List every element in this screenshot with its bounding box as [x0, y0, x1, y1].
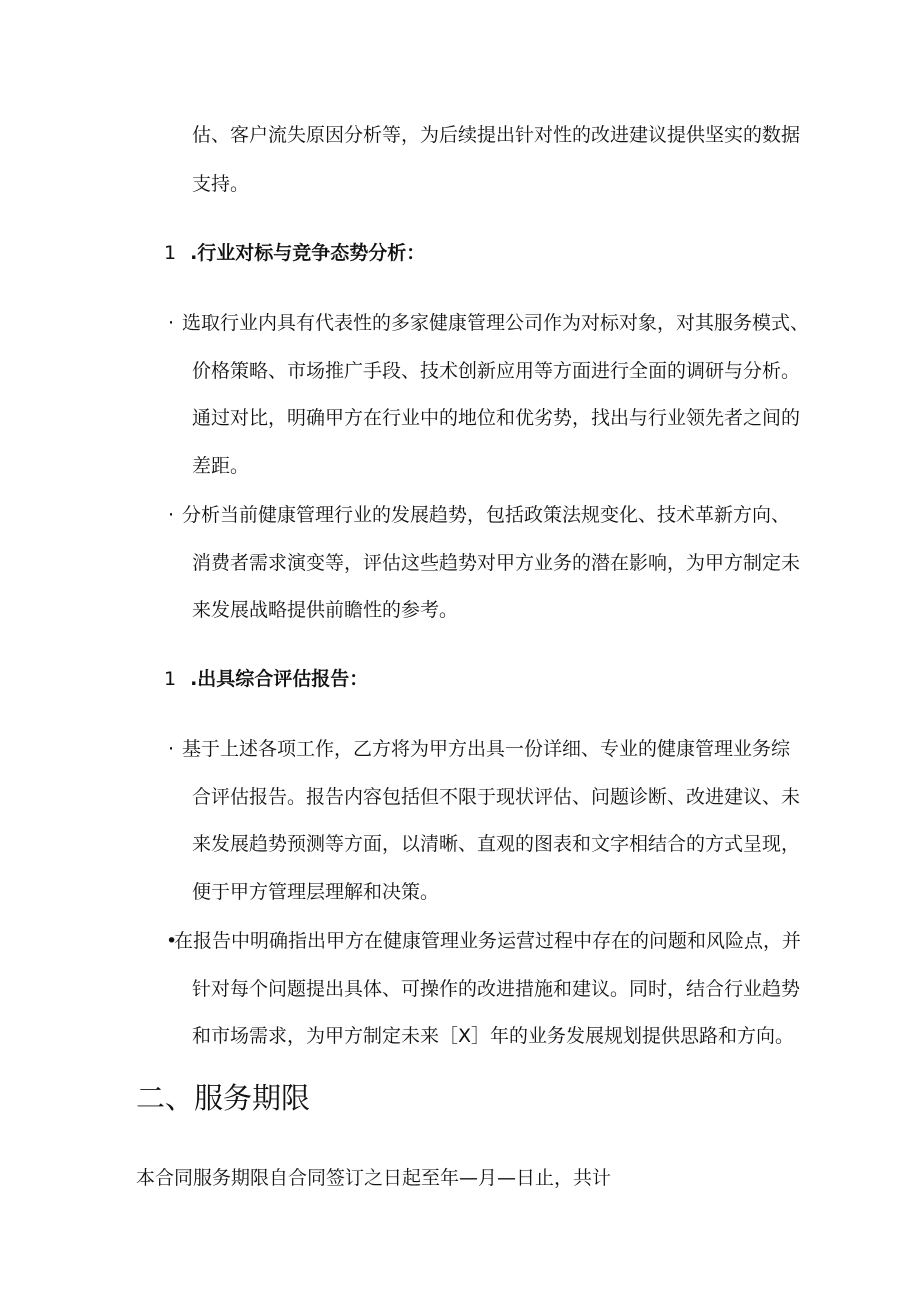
bullet-continuation: 消费者需求演变等，评估这些趋势对甲方业务的潜在影响，为甲方制定未: [192, 552, 801, 574]
bullet-continuation: 合评估报告。报告内容包括但不限于现状评估、问题诊断、改进建议、未: [192, 786, 801, 808]
section-title-text: .出具综合评估报告：: [190, 668, 369, 690]
bullet-text: 选取行业内具有代表性的多家健康管理公司作为对标对象，对其服务模式、: [182, 312, 810, 334]
section-number: 1: [164, 242, 177, 264]
bullet-line: [168, 502, 790, 528]
bullet-continuation: 来发展趋势预测等方面，以清晰、直观的图表和文字相结合的方式呈现，: [192, 833, 801, 855]
bullet-line: [168, 310, 809, 336]
intro-line-2: 支持。: [192, 173, 250, 195]
bullet-continuation: 差距。: [192, 455, 250, 477]
bullet-continuation: 便于甲方管理层理解和决策。: [192, 881, 440, 903]
bullet-line: [166, 928, 801, 954]
section-title-benchmark: [164, 240, 425, 266]
bullet-text: 基于上述各项工作，乙方将为甲方出具一份详细、专业的健康管理业务综: [182, 738, 791, 760]
section-heading-service-term: 二、服务期限: [136, 1081, 311, 1115]
bullet-continuation: 和市场需求，为甲方制定未来［X］年的业务发展规划提供思路和方向。: [192, 1025, 795, 1047]
service-term-body: 本合同服务期限自合同签订之日起至年—月—日止，共计: [136, 1167, 612, 1189]
bullet-line: [168, 736, 790, 762]
bullet-continuation: 针对每个问题提出具体、可操作的改进措施和建议。同时，结合行业趋势: [192, 978, 801, 1000]
bullet-marker: •: [166, 930, 178, 952]
bullet-marker: ·: [168, 738, 175, 760]
section-number: 1: [164, 668, 177, 690]
intro-line-1: 估、客户流失原因分析等，为后续提出针对性的改进建议提供坚实的数据: [192, 124, 801, 146]
section-title-text: .行业对标与竞争态势分析：: [190, 242, 426, 264]
section-title-report: [164, 666, 368, 692]
bullet-continuation: 价格策略、市场推广手段、技术创新应用等方面进行全面的调研与分析。: [192, 360, 801, 382]
bullet-continuation: 来发展战略提供前瞻性的参考。: [192, 599, 459, 621]
bullet-text: 在报告中明确指出甲方在健康管理业务运营过程中存在的问题和风险点，并: [174, 930, 802, 952]
bullet-marker: ·: [168, 504, 175, 526]
bullet-marker: ·: [168, 312, 175, 334]
bullet-continuation: 通过对比，明确甲方在行业中的地位和优劣势，找出与行业领先者之间的: [192, 407, 801, 429]
bullet-text: 分析当前健康管理行业的发展趋势，包括政策法规变化、技术革新方向、: [182, 504, 791, 526]
